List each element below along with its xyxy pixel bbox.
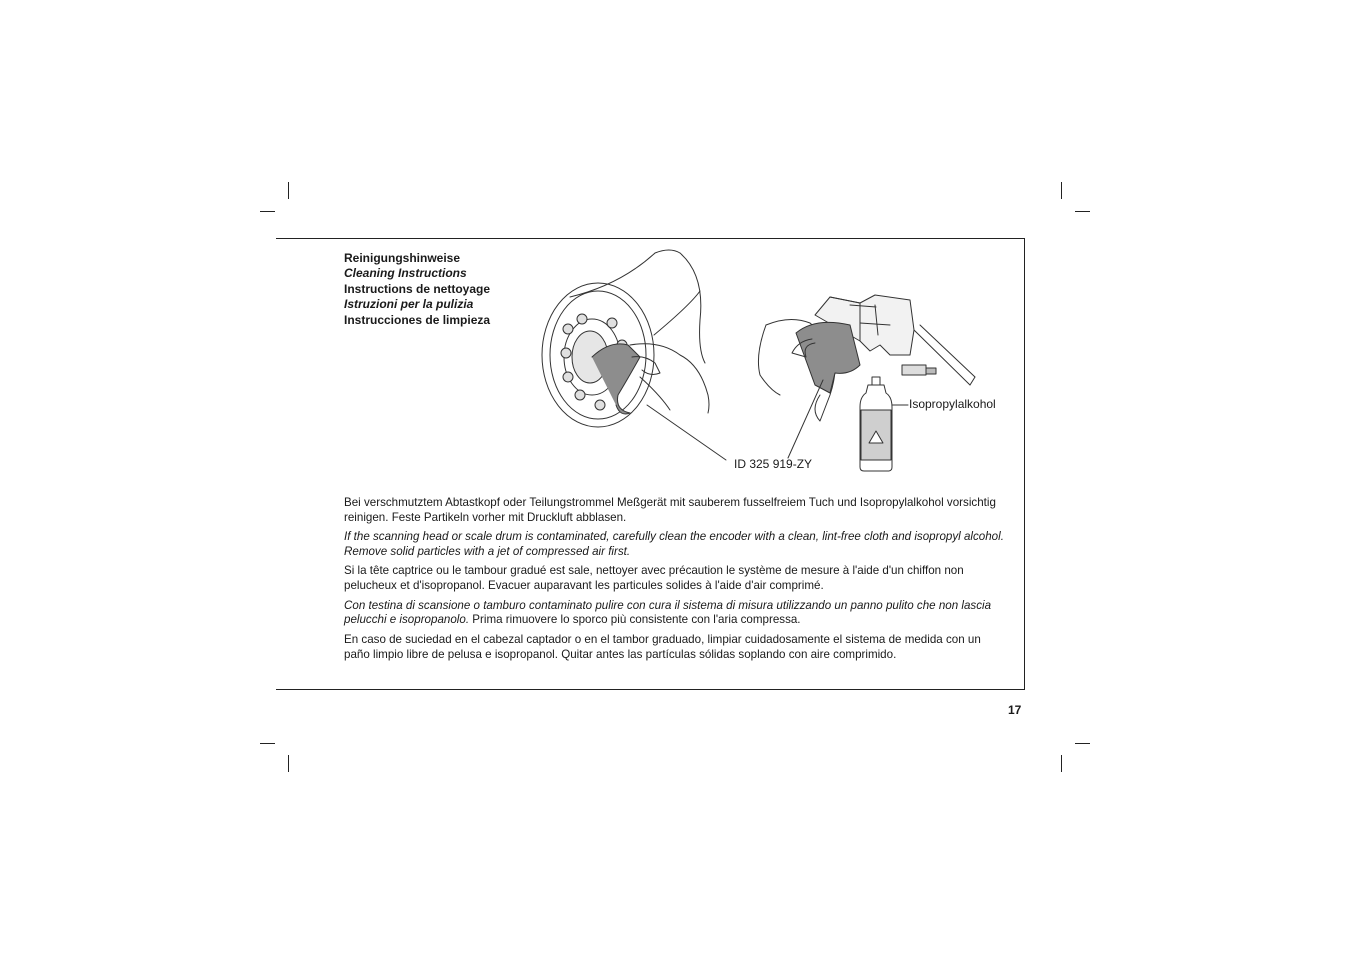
page-number: 17 xyxy=(1008,703,1022,717)
instruction-text xyxy=(344,496,1009,667)
label-isopropyl-alcohol: Isopropylalkohol xyxy=(909,397,996,411)
crop-mark xyxy=(1075,743,1090,744)
paragraph-en: If the scanning head or scale drum is contaminated, carefully clean the encoder with a clean, lint-free cloth and isopropyl alcohol. Remove solid particles with a jet of compressed air first. xyxy=(344,530,1004,558)
paragraph-es: En caso de suciedad en el cabezal captador o en el tambor graduado, limpiar cuidadosamente el sistema de medida con un paño limpio libre de pelusa e isopropanol. Quitar antes las partículas sólidas soplando con aire comprimido. xyxy=(344,632,981,661)
paragraph-fr: Si la tête captrice ou le tambour gradué est sale, nettoyer avec précaution le système de mesure à l'aide d'un chiffon non pelucheux et d'isopropanol. Evacuer auparavant les particules solides à l'aide d'air comprimé. xyxy=(344,564,964,593)
bottle-icon xyxy=(860,377,908,471)
paragraph-de: Bei verschmutztem Abtastkopf oder Teilungstrommel Meßgerät mit sauberem fusselfreiem Tuch und Isopropylalkohol vorsichtig reinigen. Feste Partikeln vorher mit Druckluft abblasen. xyxy=(344,496,996,524)
heading-es: Instrucciones de limpieza xyxy=(344,312,491,327)
crop-mark xyxy=(288,755,289,772)
crop-mark xyxy=(1061,755,1062,772)
heading-de: Reinigungshinweise xyxy=(344,251,461,265)
heading-en: Cleaning Instructions xyxy=(344,266,467,281)
scale-drum-drawing xyxy=(542,250,726,460)
crop-mark xyxy=(1075,211,1090,212)
crop-mark xyxy=(260,211,275,212)
cleaning-illustration xyxy=(530,245,1010,480)
crop-mark xyxy=(260,743,275,744)
paragraph-it-regular: Prima rimuovere lo sporco più consistente con l'aria compressa. xyxy=(469,613,801,627)
heading-it: Istruzioni per la pulizia xyxy=(344,297,474,312)
section-headings xyxy=(344,251,490,328)
crop-mark xyxy=(1061,182,1062,199)
scanning-head-drawing xyxy=(758,295,975,471)
paragraph-it xyxy=(344,599,1009,629)
crop-mark xyxy=(288,182,289,199)
heading-fr: Instructions de nettoyage xyxy=(344,281,491,296)
label-id-number: ID 325 919-ZY xyxy=(734,457,813,471)
paragraph-it-italic: Con testina di scansione o tamburo contaminato pulire con cura il sistema di misura utilizzando un panno pulito che non lascia pelucchi e isopropanolo. xyxy=(344,598,992,627)
